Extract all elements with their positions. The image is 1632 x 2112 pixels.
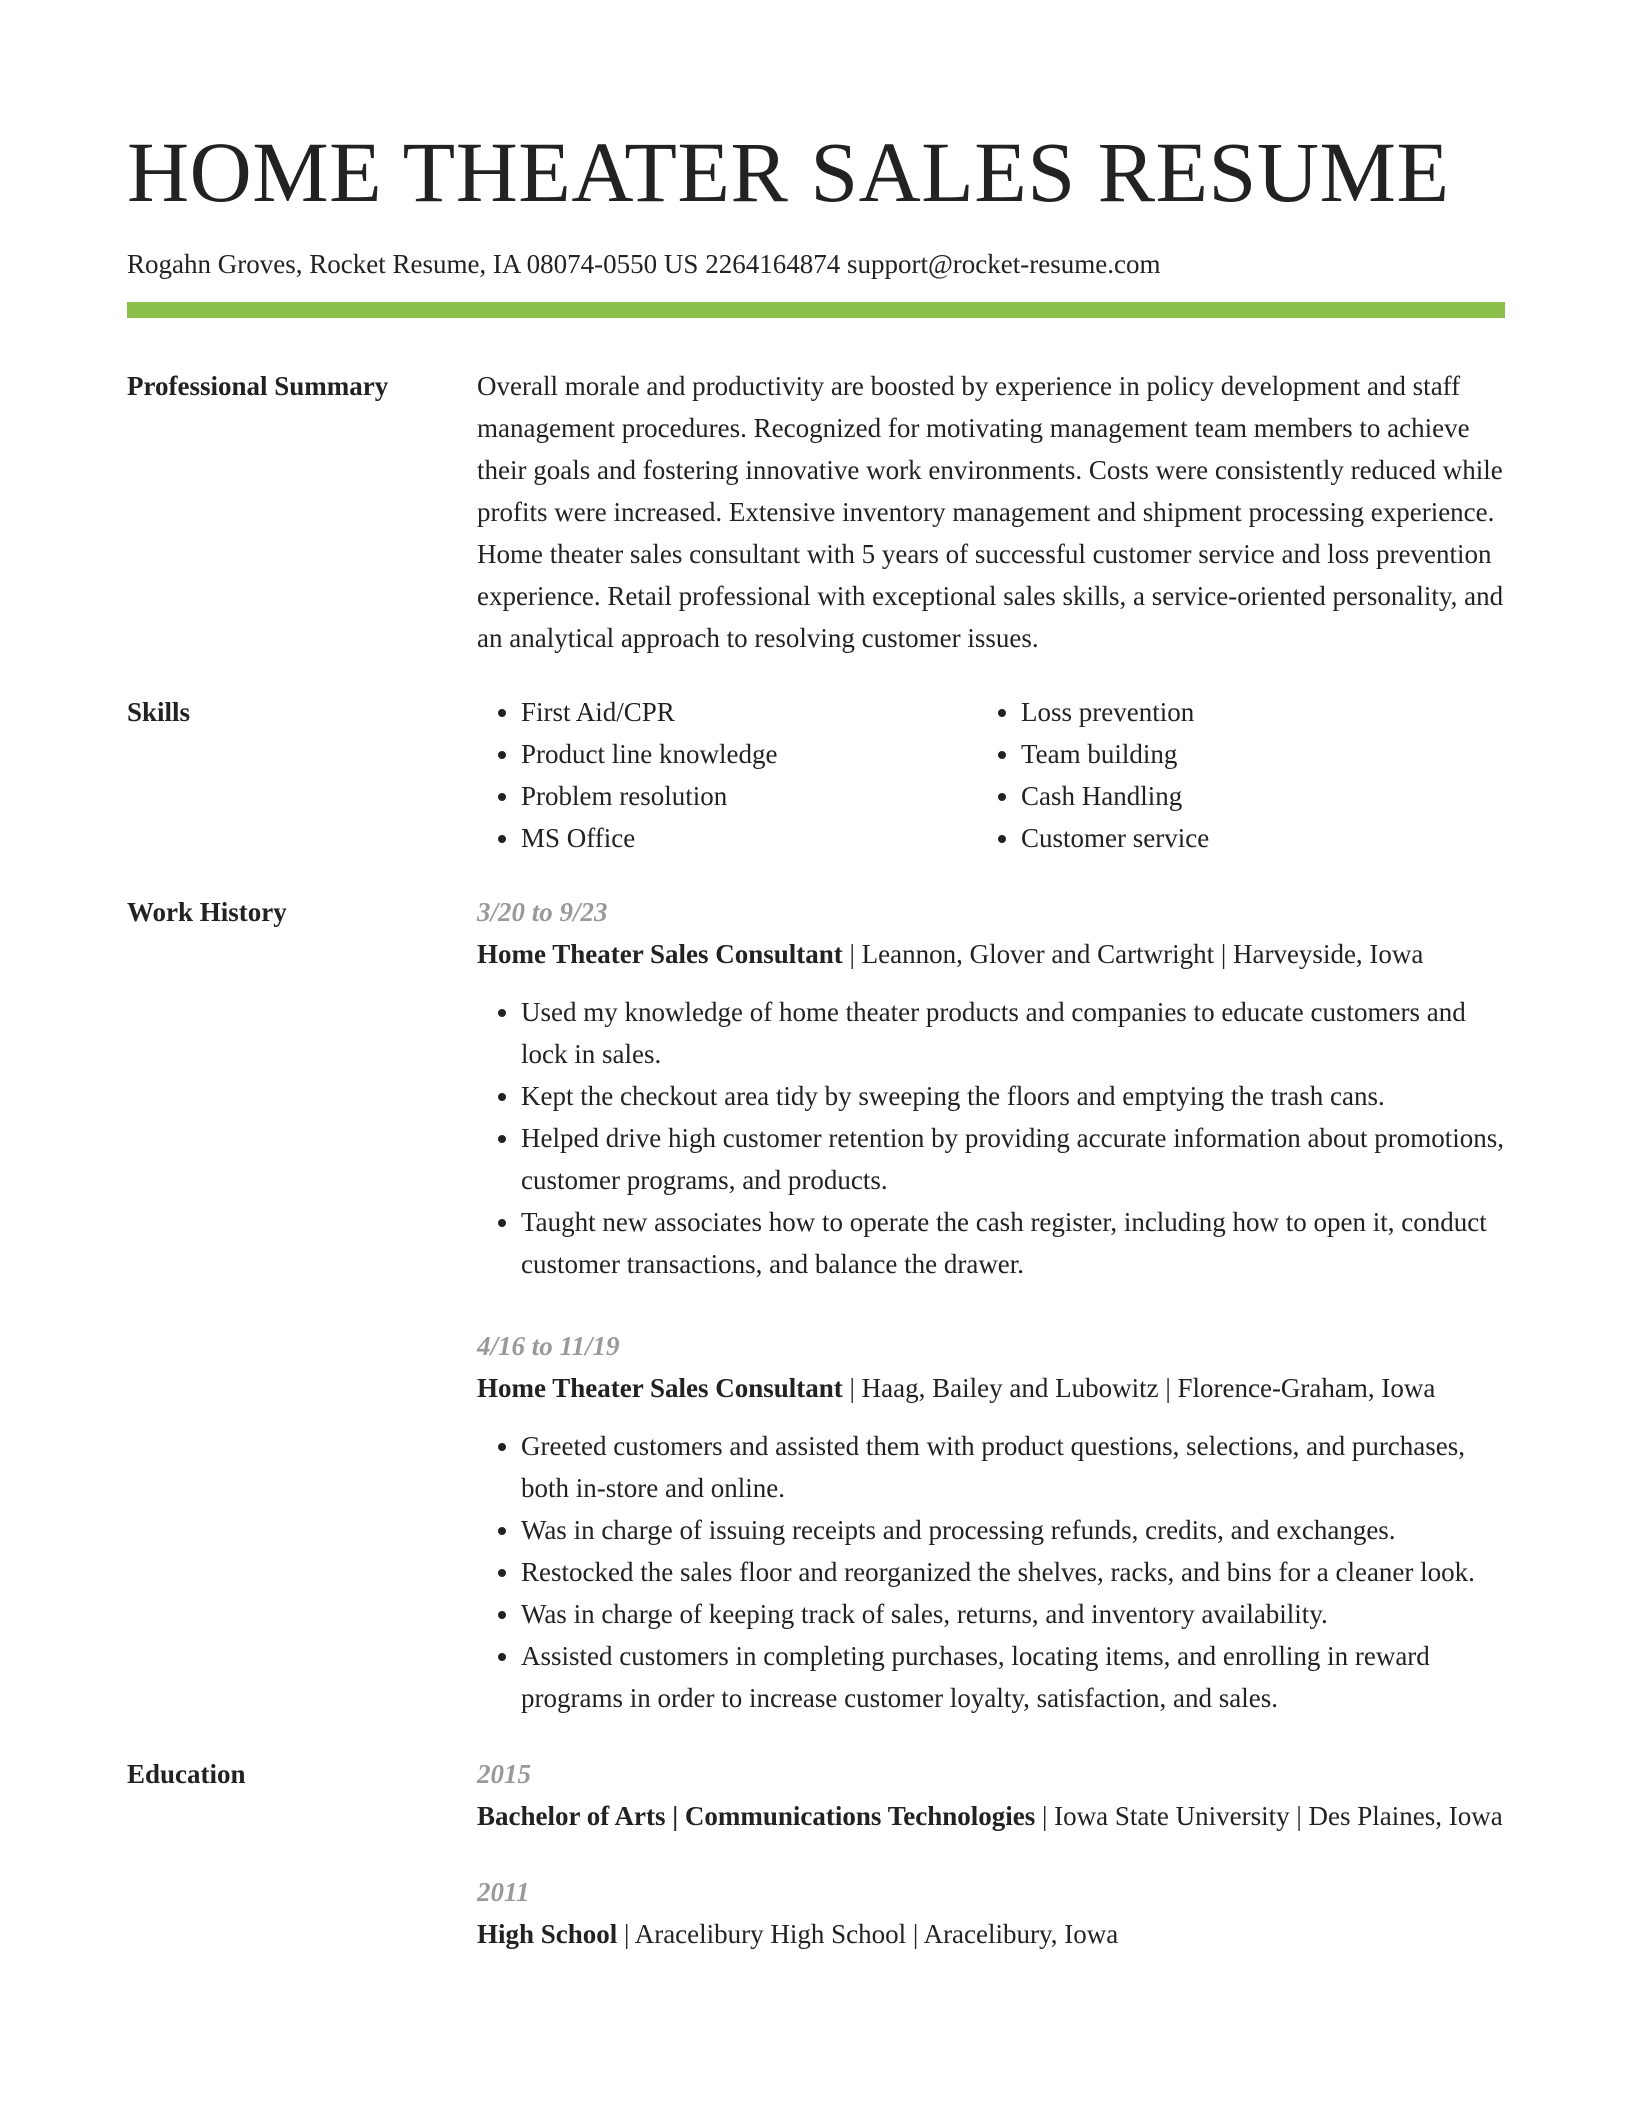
education-degree: High School xyxy=(477,1919,618,1949)
skill-item: • First Aid/CPR xyxy=(521,691,977,733)
skills-list-right xyxy=(977,691,1477,859)
education-heading xyxy=(477,1795,1505,1837)
section-label-summary: Professional Summary xyxy=(127,371,389,401)
job-heading xyxy=(477,933,1505,975)
summary-section xyxy=(127,365,1505,659)
skills-section xyxy=(127,691,1505,859)
section-label-education: Education xyxy=(127,1759,246,1789)
job-bullets xyxy=(477,991,1505,1285)
job-bullets xyxy=(477,1425,1505,1719)
skill-item: • Problem resolution xyxy=(521,775,977,817)
skill-item: • Customer service xyxy=(1021,817,1477,859)
job-bullet: • Was in charge of issuing receipts and processing refunds, credits, and exchanges. xyxy=(521,1509,1505,1551)
skill-item: • Loss prevention xyxy=(1021,691,1477,733)
education-heading xyxy=(477,1913,1505,1955)
job-bullet: • Helped drive high customer retention by providing accurate information about promotions, customer programs, and products. xyxy=(521,1117,1505,1201)
contact-line: Rogahn Groves, Rocket Resume, IA 08074-0550 US 2264164874 support@rocket-resume.com xyxy=(127,249,1161,279)
education-details: | Aracelibury High School | Aracelibury, Iowa xyxy=(617,1919,1119,1949)
skill-item: • Product line knowledge xyxy=(521,733,977,775)
section-label-skills: Skills xyxy=(127,697,191,727)
education-body xyxy=(477,1753,1505,1989)
job-bullet: • Was in charge of keeping track of sales, returns, and inventory availability. xyxy=(521,1593,1505,1635)
job-bullet: • Taught new associates how to operate the cash register, including how to open it, conduct customer transactions, and balance the drawer. xyxy=(521,1201,1505,1285)
job-bullet: • Used my knowledge of home theater products and companies to educate customers and lock in sales. xyxy=(521,991,1505,1075)
job-bullet: • Assisted customers in completing purchases, locating items, and enrolling in reward programs in order to increase customer loyalty, satisfaction, and sales. xyxy=(521,1635,1505,1719)
summary-text: Overall morale and productivity are boosted by experience in policy development and staff management procedures. Recognized for motivating management team members to achieve their goals and fostering innovative work environments. Costs were consistently reduced while profits were increased. Extensive inventory management and shipment processing experience. Home theater sales consultant with 5 years of successful customer service and loss prevention experience. Retail professional with exceptional sales skills, a service-oriented personality, and an analytical approach to resolving customer issues. xyxy=(477,371,1504,653)
education-section xyxy=(127,1753,1505,1989)
header-divider xyxy=(127,302,1505,318)
job-bullet: • Greeted customers and assisted them with product questions, selections, and purchases, both in-store and online. xyxy=(521,1425,1505,1509)
education-entry xyxy=(477,1753,1505,1837)
job-role: Home Theater Sales Consultant xyxy=(477,1373,843,1403)
job-bullet: • Restocked the sales floor and reorganized the shelves, racks, and bins for a cleaner look. xyxy=(521,1551,1505,1593)
job-dates: 4/16 to 11/19 xyxy=(477,1331,620,1361)
job-entry xyxy=(477,1325,1505,1719)
skills-list-left xyxy=(477,691,977,859)
job-heading xyxy=(477,1367,1505,1409)
education-year: 2015 xyxy=(477,1759,531,1789)
job-details: | Leannon, Glover and Cartwright | Harveyside, Iowa xyxy=(842,939,1424,969)
section-label-work-history: Work History xyxy=(127,897,287,927)
education-details: | Iowa State University | Des Plaines, Iowa xyxy=(1035,1801,1503,1831)
skill-item: • Cash Handling xyxy=(1021,775,1477,817)
skills-body xyxy=(477,691,1505,859)
job-details: | Haag, Bailey and Lubowitz | Florence-Graham, Iowa xyxy=(842,1373,1436,1403)
job-entry xyxy=(477,891,1505,1285)
work-history-body xyxy=(477,891,1505,1719)
education-degree: Bachelor of Arts | Communications Technologies xyxy=(477,1801,1036,1831)
education-year: 2011 xyxy=(477,1877,530,1907)
work-history-section xyxy=(127,891,1505,1719)
skills-grid xyxy=(477,691,1505,859)
education-entry xyxy=(477,1871,1505,1955)
skill-item: • Team building xyxy=(1021,733,1477,775)
job-dates: 3/20 to 9/23 xyxy=(477,897,608,927)
skill-item: • MS Office xyxy=(521,817,977,859)
resume-title: HOME THEATER SALES RESUME xyxy=(127,124,1450,220)
job-role: Home Theater Sales Consultant xyxy=(477,939,843,969)
job-bullet: • Kept the checkout area tidy by sweeping the floors and emptying the trash cans. xyxy=(521,1075,1505,1117)
